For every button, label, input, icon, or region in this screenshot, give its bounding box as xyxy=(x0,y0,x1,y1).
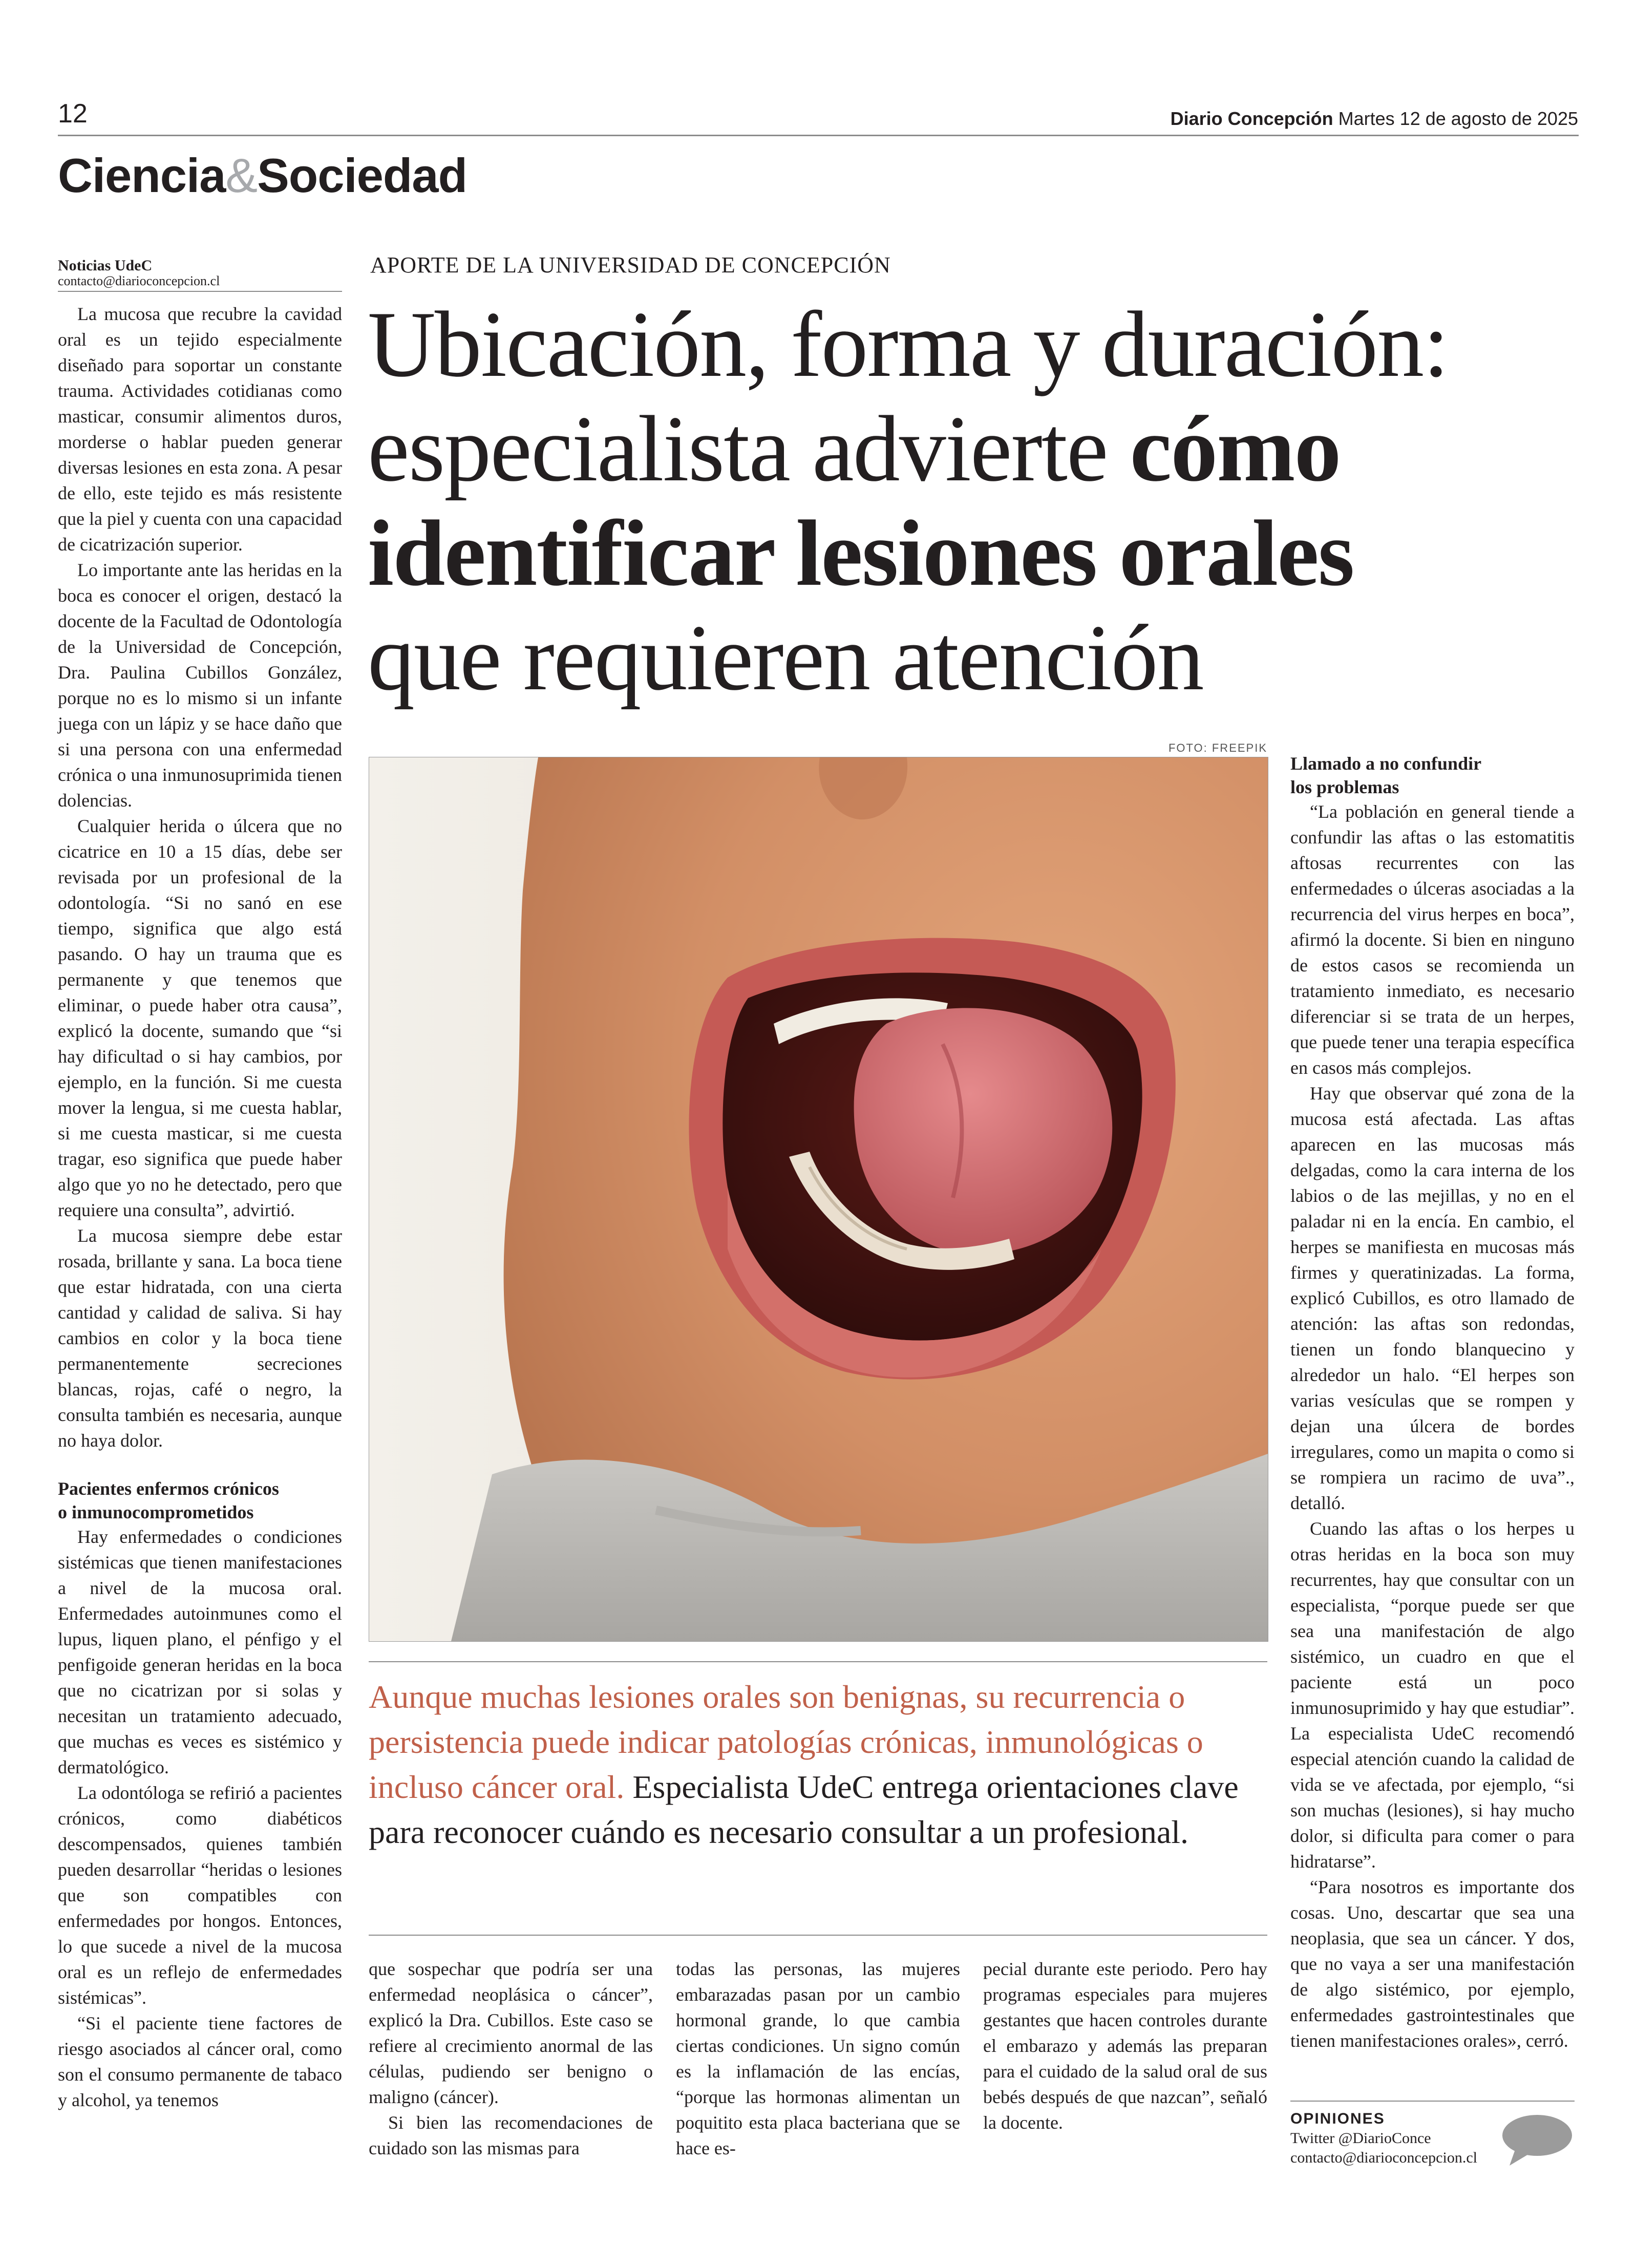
paragraph: La odontóloga se refirió a pacientes crónicos, como diabéticos descompensados, quienes también pueden desarrollar “heridas o lesiones que son compatibles con enfermedades por hongos. Entonces, lo que sucede a nivel de la mucosa oral es un reflejo de enfermedades sistémicas”. xyxy=(58,1783,342,2008)
headline-line: Ubicación, forma y duración: xyxy=(368,292,1449,396)
header-rule xyxy=(58,135,1579,136)
paragraph: que sospechar que podría ser una enfermedad neoplásica o cáncer”, explicó la Dra. Cubillos. Este caso se refiere al crecimiento anormal de las células, pudiendo ser benigno o maligno (cáncer). xyxy=(369,1959,653,2107)
subhead-cronicos xyxy=(58,1477,342,1524)
subhead-line: o inmunocomprometidos xyxy=(58,1502,254,1522)
publication-name: Diario Concepción xyxy=(1170,108,1333,129)
paragraph: todas las personas, las mujeres embarazadas pasan por un cambio hormonal grande, lo que cambia ciertas condiciones. Un signo común es la inflamación de las encías, “porque las hormonas alimentan un poquitito esta placa bacteriana que se hace es- xyxy=(676,1959,960,2158)
speech-bubble-icon xyxy=(1500,2112,1575,2169)
subhead-llamado xyxy=(1290,752,1575,799)
open-mouth-illustration xyxy=(369,757,1268,1641)
paragraph: Hay enfermedades o condiciones sistémicas que tienen manifestaciones a nivel de la mucosa oral. Enfermedades autoinmunes como el lupus, liquen plano, el pénfigo y el penfigoide generan heridas en la boca que no cicatrizan por si solas y necesitan un tratamiento adecuado, que muchas es veces es sistémico y dermatológico. xyxy=(58,1527,342,1777)
paragraph: “Para nosotros es importante dos cosas. Uno, descartar que sea una neoplasia, que sea un cáncer. Y dos, que no vaya a ser una manifestación de algo sistémico, por ejemplo, enfermedades gastrointestinales que tienen manifestaciones orales», cerró. xyxy=(1290,1877,1575,2051)
lead-highlight: Aunque muchas lesiones orales son benignas, su recurrencia o persistencia puede indicar patologías crónicas, inmunológicas o incluso cáncer oral. xyxy=(369,1679,1203,1805)
bottom-column-3 xyxy=(983,1956,1267,2135)
lead-top-rule xyxy=(369,1661,1267,1662)
paragraph: “La población en general tiende a confundir las aftas o las estomatitis aftosas recurrentes con las enfermedades o úlceras asociadas a la recurrencia del virus herpes en boca”, afirmó la docente. Si bien en ninguno de estos casos se recomienda un tratamiento inmediato, es necesario diferenciar si se trata de un herpes, que puede tener una terapia específica en casos más complejos. xyxy=(1290,801,1575,1078)
column-1 xyxy=(58,301,342,2113)
opinions-title: OPINIONES xyxy=(1290,2110,1385,2127)
headline-regular: especialista advierte xyxy=(368,396,1130,501)
byline-email: contacto@diarioconcepcion.cl xyxy=(58,273,220,288)
masthead xyxy=(1171,108,1578,130)
byline-rule xyxy=(58,291,342,292)
opinions-twitter: Twitter @DiarioConce xyxy=(1290,2130,1431,2147)
paragraph: Si bien las recomendaciones de cuidado son las mismas para xyxy=(369,2112,653,2158)
paragraph: Cualquier herida o úlcera que no cicatrice en 10 a 15 días, debe ser revisada por un profesional de la odontología. “Si no sanó en ese tiempo, significa que algo está pasando. O hay un trauma que es permanente y que tenemos que eliminar, o puede haber otra causa”, explicó la docente, sumando que “si hay dificultad o si hay cambios, por ejemplo, en la función. Si me cuesta mover la lengua, si me cuesta hablar, si me cuesta masticar, si me cuesta tragar, eso significa que puede haber algo que yo no he detectado, pero que requiere una consulta”, advirtió. xyxy=(58,816,342,1220)
lead-bottom-rule xyxy=(369,1935,1267,1936)
subhead-line: Llamado a no confundir xyxy=(1290,753,1482,774)
lead-rest: Especialista UdeC entrega orientaciones clave para reconocer cuándo es necesario consultar a un profesional. xyxy=(369,1769,1239,1850)
paragraph: Cuando las aftas o los herpes u otras heridas en la boca son muy recurrentes, hay que consultar con un especialista, “porque puede ser que sea una manifestación de algo sistémico, un cuadro en que el paciente está un poco inmunosuprimido y hay que estudiar”. La especialista UdeC recomendó especial atención cuando la calidad de vida se ve afectada, por ejemplo, “si son muchas (lesiones), si hay mucho dolor, si dificulta para comer o para hidratarse”. xyxy=(1290,1518,1575,1872)
subhead-line: los problemas xyxy=(1290,777,1399,797)
headline-line: que requieren atención xyxy=(368,605,1203,710)
paragraph: La mucosa siempre debe estar rosada, brillante y sana. La boca tiene que estar hidratada, con una cierta cantidad y calidad de saliva. Si hay cambios en color y la boca tiene permanentemente secreciones blancas, rojas, café o negro, la consulta también es necesaria, aunque no haya dolor. xyxy=(58,1225,342,1451)
headline xyxy=(368,292,1525,710)
bottom-column-1 xyxy=(369,1956,653,2161)
bottom-column-2 xyxy=(676,1956,960,2161)
section-title-part1: Ciencia xyxy=(58,149,226,202)
publication-date: Martes 12 de agosto de 2025 xyxy=(1338,108,1578,129)
section-title-amp: & xyxy=(225,149,258,202)
section-title-part2: Sociedad xyxy=(257,149,467,202)
byline-source: Noticias UdeC xyxy=(58,257,153,274)
paragraph: “Si el paciente tiene factores de riesgo asociados al cáncer oral, como son el consumo permanente de tabaco y alcohol, ya tenemos xyxy=(58,2013,342,2110)
page-number: 12 xyxy=(58,99,88,129)
article-photo xyxy=(369,757,1268,1642)
paragraph: Hay que observar qué zona de la mucosa está afectada. Las aftas aparecen en las mucosas más delgadas, como la cara interna de los labios o de las mejillas, y no en el paladar ni en la encía. En cambio, el herpes se manifiesta en mucosas más firmes y queratinizadas. La forma, explicó Cubillos, es otro llamado de atención: las aftas son redondas, tienen un fondo blanquecino y alrededor un halo. “El herpes son varias vesículas que se rompen y dejan una úlcera de bordes irregulares, como un mapita o como si se rompiera un racimo de uva”., detalló. xyxy=(1290,1083,1575,1513)
subhead-line: Pacientes enfermos crónicos xyxy=(58,1478,279,1499)
kicker: APORTE DE LA UNIVERSIDAD DE CONCEPCIÓN xyxy=(370,252,891,278)
lead-text xyxy=(369,1674,1267,1855)
paragraph: pecial durante este periodo. Pero hay programas especiales para mujeres gestantes que hacen controles durante el embarazo y además las preparan para el cuidado de la salud oral de sus bebés después de que nazcan”, señaló la docente. xyxy=(983,1959,1267,2133)
photo-credit: FOTO: FREEPIK xyxy=(1168,741,1267,754)
paragraph: Lo importante ante las heridas en la boca es conocer el origen, destacó la docente de la Facultad de Odontología de la Universidad de Concepción, Dra. Paulina Cubillos González, porque no es lo mismo si un infante juega con un lápiz y se hace daño que si una persona con una enfermedad crónica o una inmunosuprimida tienen dolencias. xyxy=(58,560,342,811)
headline-line: identificar lesiones orales xyxy=(368,501,1354,605)
opinions-rule xyxy=(1290,2101,1575,2102)
headline-bold: cómo xyxy=(1130,396,1341,501)
paragraph: La mucosa que recubre la cavidad oral es un tejido especialmente diseñado para soportar un constante trauma. Actividades cotidianas como masticar, consumir alimentos duros, morderse o hablar pueden generar diversas lesiones en esta zona. A pesar de ello, este tejido es más resistente que la piel y cuenta con una capacidad de cicatrización superior. xyxy=(58,304,342,555)
headline-line xyxy=(368,396,1525,501)
section-title xyxy=(58,147,467,204)
opinions-email: contacto@diarioconcepcion.cl xyxy=(1290,2149,1477,2166)
right-column xyxy=(1290,752,1575,2053)
